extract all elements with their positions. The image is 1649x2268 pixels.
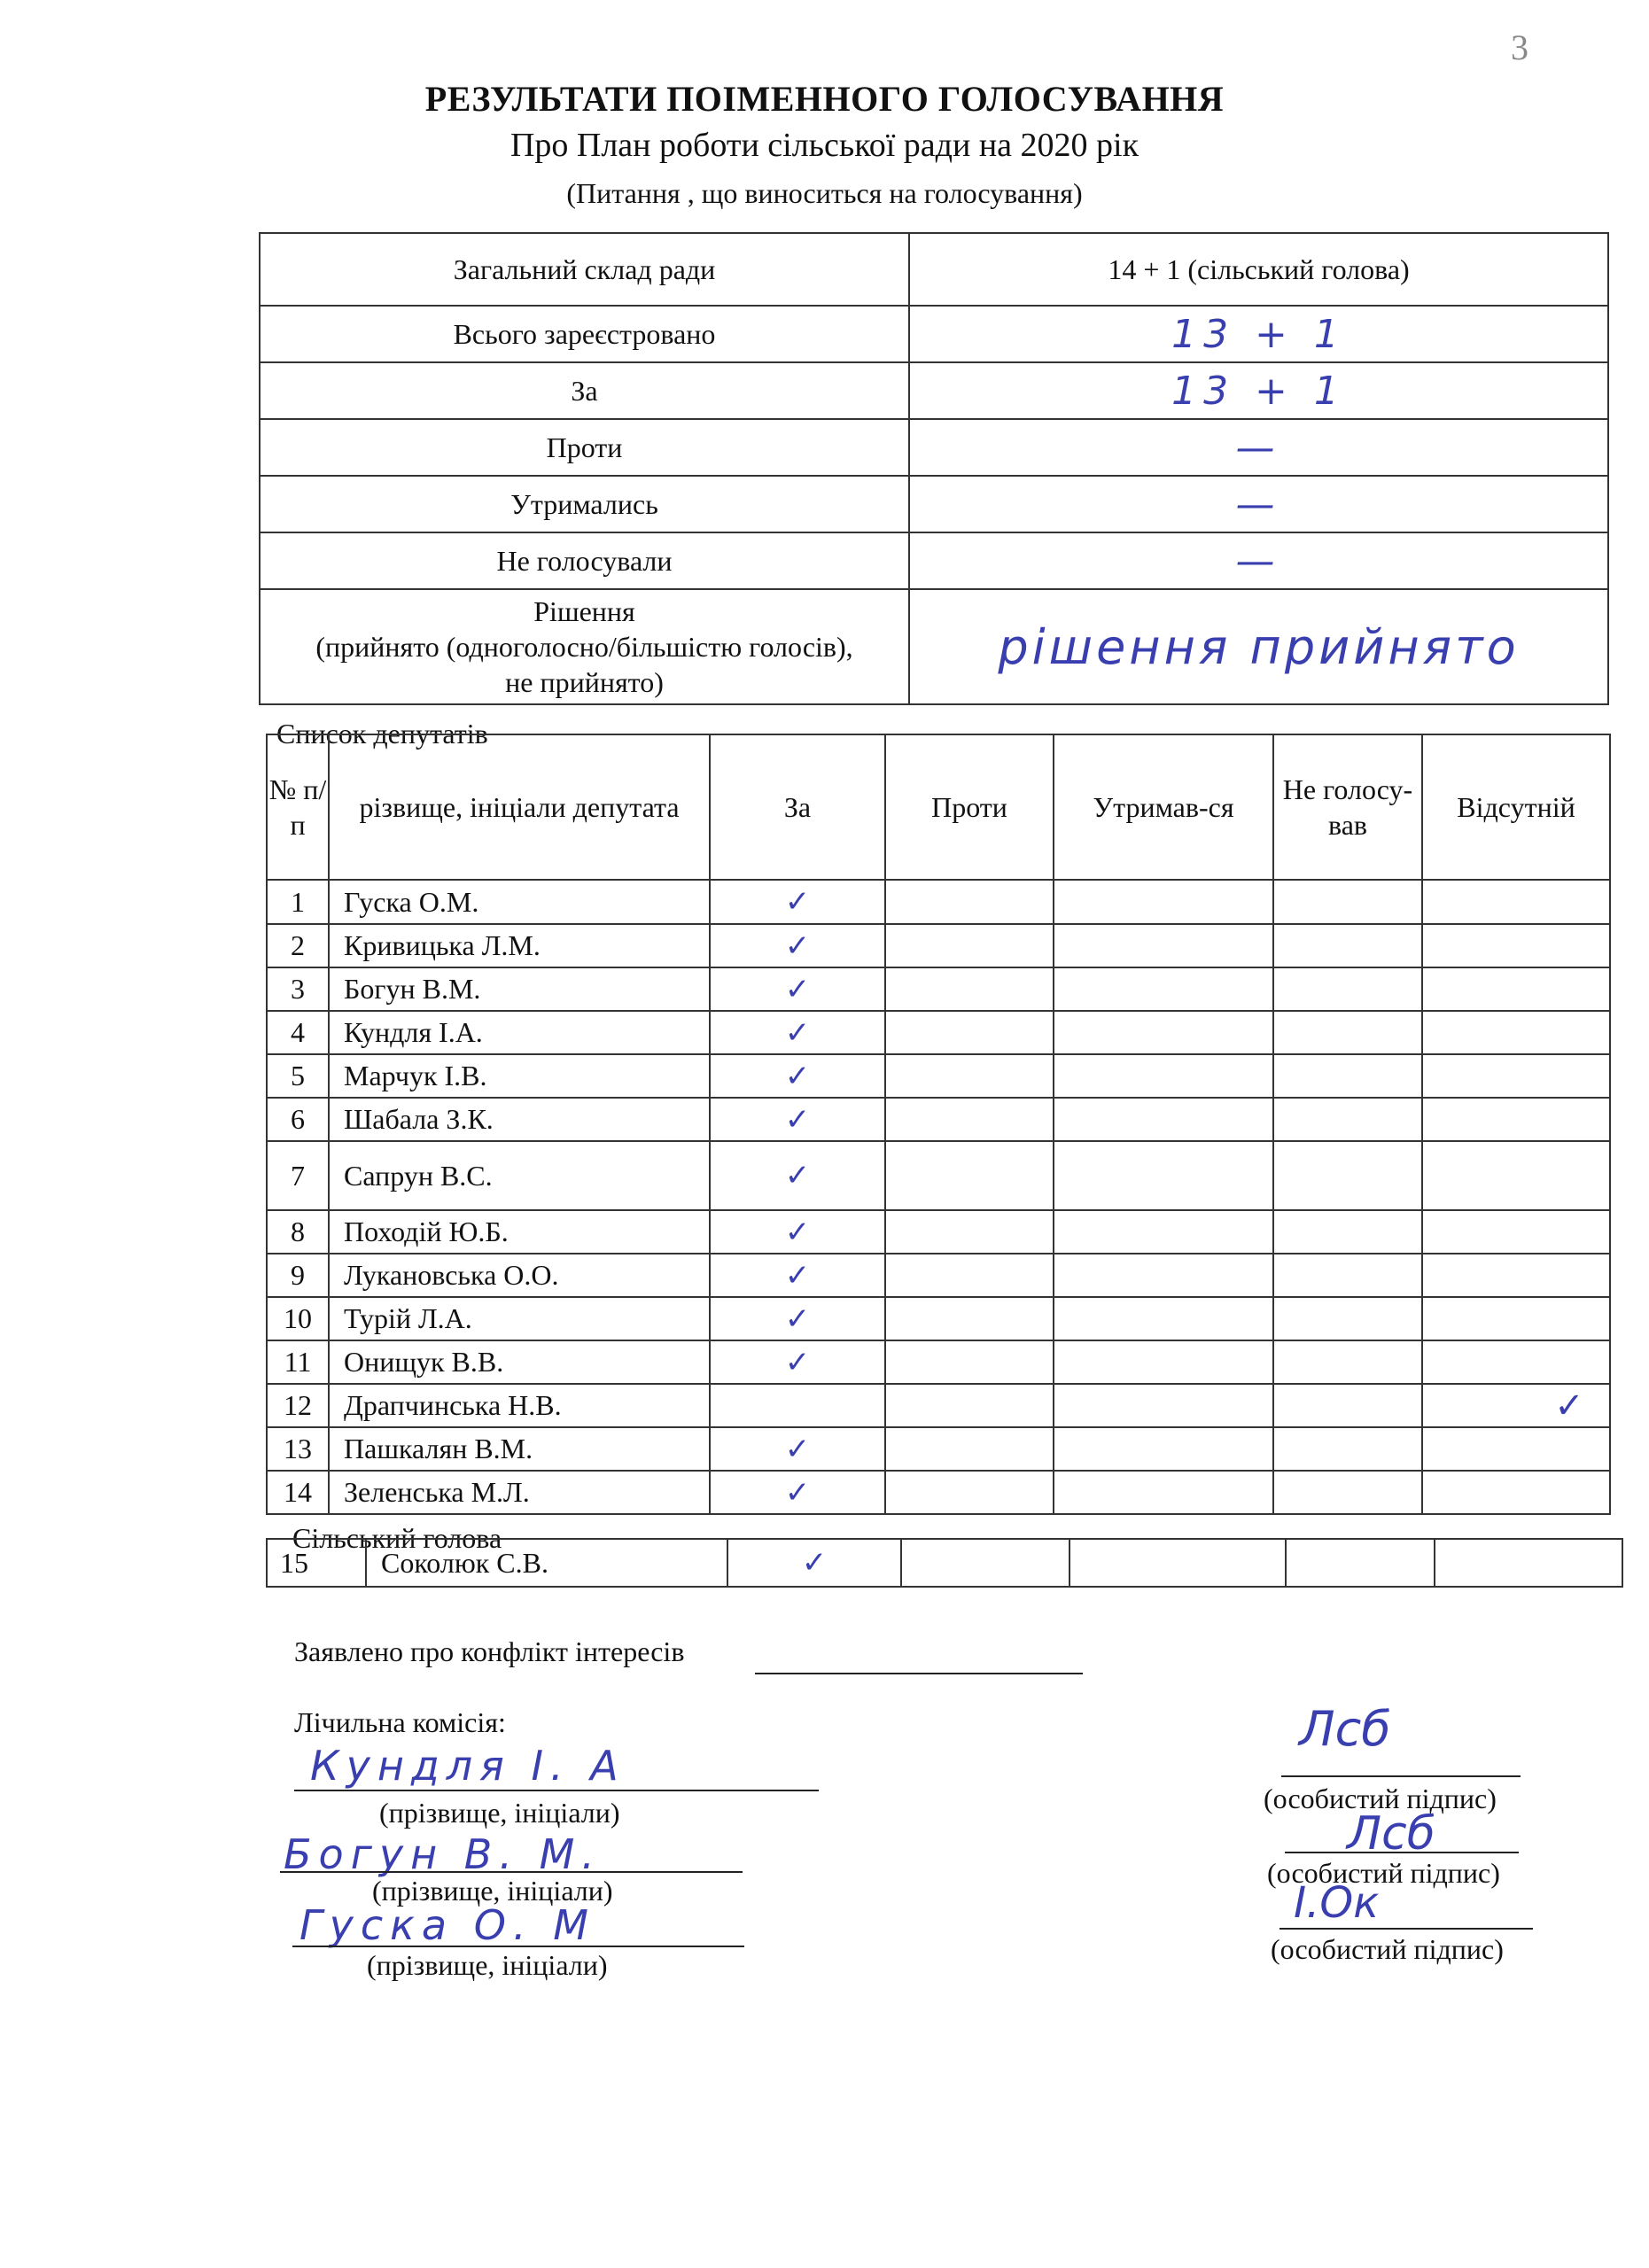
vote-cell-against (885, 1384, 1054, 1427)
vote-cell-absent (1422, 1384, 1610, 1427)
signature-line (1281, 1775, 1521, 1777)
summary-row (260, 233, 1608, 306)
deputy-name: Гуска О.М. (329, 880, 710, 924)
summary-row (260, 532, 1608, 589)
commission-name-line (292, 1946, 744, 1947)
vote-cell-absent (1422, 1297, 1610, 1340)
summary-value (909, 419, 1608, 476)
vote-cell-against (885, 1297, 1054, 1340)
head-name: Соколюк С.В. (366, 1539, 727, 1587)
vote-cell-against (885, 880, 1054, 924)
vote-cell-abstained (1054, 1054, 1273, 1098)
deputy-num: 3 (267, 967, 329, 1011)
deputy-name: Пашкалян В.М. (329, 1427, 710, 1471)
vote-cell-not-voted (1273, 1427, 1422, 1471)
vote-cell-for (710, 1471, 885, 1514)
decision-label-line: (прийнято (одноголосно/більшістю голосів), (315, 631, 853, 663)
vote-cell-not-voted (1273, 1141, 1422, 1210)
header-abstained: Утримав-ся (1054, 734, 1273, 880)
deputy-name: Кривицька Л.М. (329, 924, 710, 967)
head-table (266, 1538, 1623, 1588)
header-name: різвище, ініціали депутата (329, 734, 710, 880)
deputy-num: 4 (267, 1011, 329, 1054)
vote-cell-against (885, 1098, 1054, 1141)
handwritten-decision: рішення прийнято (998, 618, 1520, 675)
vote-cell-not-voted (1273, 880, 1422, 924)
header-for: За (710, 734, 885, 880)
vote-cell-not-voted (1273, 1054, 1422, 1098)
vote-cell-for (710, 1427, 885, 1471)
check-mark-icon: ✓ (784, 1344, 811, 1380)
vote-cell-absent (1422, 924, 1610, 967)
deputy-row (267, 880, 1610, 924)
vote-cell-abstained (1054, 1210, 1273, 1254)
deputy-row (267, 924, 1610, 967)
vote-cell-abstained (1054, 967, 1273, 1011)
deputy-row (267, 1054, 1610, 1098)
vote-cell-against (885, 1054, 1054, 1098)
deputy-name: Сапрун В.С. (329, 1141, 710, 1210)
deputy-num: 12 (267, 1384, 329, 1427)
deputy-name: Онищук В.В. (329, 1340, 710, 1384)
conflict-label: Заявлено про конфлікт інтересів (294, 1635, 685, 1667)
summary-row (260, 476, 1608, 532)
head-against-cell (901, 1539, 1070, 1587)
deputy-num: 14 (267, 1471, 329, 1514)
vote-cell-not-voted (1273, 1254, 1422, 1297)
check-mark-icon: ✓ (784, 1058, 811, 1094)
vote-cell-absent (1422, 1011, 1610, 1054)
deputy-name: Турій Л.А. (329, 1297, 710, 1340)
summary-value: 14 + 1 (сільський голова) (909, 233, 1608, 306)
vote-cell-not-voted (1273, 924, 1422, 967)
commission-caption-3: (прізвище, ініціали) (367, 1949, 608, 1981)
head-absent-cell (1435, 1539, 1622, 1587)
deputy-row (267, 1098, 1610, 1141)
vote-cell-not-voted (1273, 1011, 1422, 1054)
vote-cell-abstained (1054, 1297, 1273, 1340)
summary-label: За (260, 362, 909, 419)
vote-cell-not-voted (1273, 1384, 1422, 1427)
head-abstained-cell (1070, 1539, 1286, 1587)
deputy-num: 2 (267, 924, 329, 967)
summary-label: Загальний склад ради (260, 233, 909, 306)
vote-cell-not-voted (1273, 1210, 1422, 1254)
handwritten-value: — (1235, 424, 1282, 470)
commission-name-2: Богун В. М. (284, 1830, 602, 1878)
signature-caption-3: (особистий підпис) (1271, 1933, 1504, 1965)
check-mark-icon: ✓ (784, 1158, 811, 1193)
deputy-row (267, 1297, 1610, 1340)
handwritten-value: — (1235, 481, 1282, 527)
summary-value (909, 306, 1608, 362)
deputy-row (267, 1254, 1610, 1297)
vote-cell-for (710, 1011, 885, 1054)
deputy-num: 11 (267, 1340, 329, 1384)
deputy-name: Богун В.М. (329, 967, 710, 1011)
vote-cell-not-voted (1273, 1098, 1422, 1141)
head-section-label: Сільський голова (292, 1522, 502, 1554)
check-mark-icon: ✓ (784, 1431, 811, 1467)
vote-cell-abstained (1054, 1098, 1273, 1141)
head-not-voted-cell (1286, 1539, 1435, 1587)
vote-cell-absent (1422, 967, 1610, 1011)
summary-value (909, 476, 1608, 532)
commission-name-1: Кундля І. А (310, 1742, 626, 1790)
check-mark-icon: ✓ (784, 1214, 811, 1250)
vote-cell-against (885, 1471, 1054, 1514)
deputy-row (267, 1427, 1610, 1471)
deputy-row (267, 1471, 1610, 1514)
deputy-row (267, 1340, 1610, 1384)
vote-cell-against (885, 967, 1054, 1011)
check-mark-icon: ✓ (784, 1257, 811, 1293)
commission-caption-1: (прізвище, ініціали) (379, 1797, 620, 1829)
vote-cell-absent (1422, 1471, 1610, 1514)
vote-cell-absent (1422, 1210, 1610, 1254)
vote-cell-for (710, 1054, 885, 1098)
vote-cell-absent (1422, 1054, 1610, 1098)
vote-cell-for (710, 924, 885, 967)
decision-label-line: не прийнято) (505, 666, 664, 698)
vote-cell-abstained (1054, 1141, 1273, 1210)
vote-cell-for (710, 967, 885, 1011)
vote-cell-absent (1422, 880, 1610, 924)
vote-cell-against (885, 1141, 1054, 1210)
vote-cell-abstained (1054, 1384, 1273, 1427)
deputies-body (267, 880, 1610, 1514)
deputy-row (267, 967, 1610, 1011)
check-mark-icon: ✓ (784, 971, 811, 1007)
decision-label-line: Рішення (533, 595, 635, 627)
deputy-name: Лукановська О.О. (329, 1254, 710, 1297)
header-against: Проти (885, 734, 1054, 880)
vote-cell-absent (1422, 1340, 1610, 1384)
vote-cell-not-voted (1273, 1340, 1422, 1384)
vote-cell-for (710, 1384, 885, 1427)
deputy-num: 8 (267, 1210, 329, 1254)
vote-cell-not-voted (1273, 967, 1422, 1011)
vote-cell-abstained (1054, 924, 1273, 967)
deputy-name: Походій Ю.Б. (329, 1210, 710, 1254)
vote-cell-against (885, 1254, 1054, 1297)
check-mark-icon: ✓ (784, 1101, 811, 1138)
summary-row (260, 419, 1608, 476)
summary-value (909, 532, 1608, 589)
vote-cell-absent (1422, 1254, 1610, 1297)
commission-name-3: Гуска О. М (299, 1901, 595, 1949)
signature-caption-1: (особистий підпис) (1264, 1783, 1497, 1814)
header-absent: Відсутній (1422, 734, 1610, 880)
deputy-name: Драпчинська Н.В. (329, 1384, 710, 1427)
head-row (267, 1539, 1622, 1587)
deputy-num: 13 (267, 1427, 329, 1471)
vote-cell-abstained (1054, 1011, 1273, 1054)
vote-cell-for (710, 1098, 885, 1141)
decision-value (909, 589, 1608, 704)
vote-cell-for (710, 880, 885, 924)
summary-table (259, 232, 1609, 705)
deputy-row (267, 1141, 1610, 1210)
header-num: № п/п (267, 734, 329, 880)
vote-cell-for (710, 1141, 885, 1210)
check-mark-icon: ✓ (784, 928, 811, 964)
commission-caption-2: (прізвище, ініціали) (372, 1875, 613, 1907)
deputy-row (267, 1210, 1610, 1254)
page-number: 3 (1511, 27, 1528, 67)
vote-cell-against (885, 924, 1054, 967)
summary-row (260, 362, 1608, 419)
signature-line (1280, 1928, 1533, 1930)
handwritten-value: 13 + 1 (1171, 368, 1346, 414)
deputy-row (267, 1011, 1610, 1054)
vote-cell-absent (1422, 1098, 1610, 1141)
header-not-voted: Не голосу-вав (1273, 734, 1422, 880)
decision-label (260, 589, 909, 704)
signature-icon: І.Ок (1294, 1878, 1380, 1928)
vote-cell-abstained (1054, 1254, 1273, 1297)
signature-icon: Лсб (1299, 1701, 1391, 1757)
vote-cell-abstained (1054, 1340, 1273, 1384)
deputies-section-label: Список депутатів (276, 718, 488, 750)
vote-cell-for (710, 1340, 885, 1384)
vote-cell-against (885, 1011, 1054, 1054)
summary-label: Всього зареєстровано (260, 306, 909, 362)
summary-label: Проти (260, 419, 909, 476)
check-mark-icon: ✓ (784, 1474, 811, 1511)
check-mark-icon: ✓ (1554, 1385, 1584, 1426)
deputy-row (267, 1384, 1610, 1427)
deputy-num: 1 (267, 880, 329, 924)
deputy-num: 6 (267, 1098, 329, 1141)
summary-value (909, 362, 1608, 419)
commission-name-line (280, 1871, 743, 1873)
signature-line (1285, 1852, 1519, 1853)
vote-cell-for (710, 1254, 885, 1297)
vote-cell-not-voted (1273, 1471, 1422, 1514)
handwritten-value: 13 + 1 (1171, 311, 1346, 357)
document-caption: (Питання , що виноситься на голосування) (566, 177, 1083, 209)
signature-icon: Лсб (1347, 1807, 1435, 1860)
summary-label: Не голосували (260, 532, 909, 589)
vote-cell-abstained (1054, 1471, 1273, 1514)
summary-decision-row (260, 589, 1608, 704)
deputy-num: 10 (267, 1297, 329, 1340)
deputies-header-row (267, 734, 1610, 880)
commission-label: Лічильна комісія: (294, 1706, 506, 1738)
deputy-name: Шабала З.К. (329, 1098, 710, 1141)
deputy-num: 5 (267, 1054, 329, 1098)
vote-cell-absent (1422, 1427, 1610, 1471)
vote-cell-abstained (1054, 1427, 1273, 1471)
check-mark-icon: ✓ (784, 1301, 811, 1337)
deputy-num: 7 (267, 1141, 329, 1210)
vote-cell-for (710, 1210, 885, 1254)
deputy-name: Марчук І.В. (329, 1054, 710, 1098)
vote-cell-against (885, 1210, 1054, 1254)
vote-cell-absent (1422, 1141, 1610, 1210)
check-mark-icon: ✓ (784, 884, 811, 920)
check-mark-icon: ✓ (801, 1545, 828, 1581)
summary-label: Утримались (260, 476, 909, 532)
commission-name-line (294, 1790, 819, 1791)
vote-cell-for (710, 1297, 885, 1340)
deputies-table (266, 734, 1611, 1515)
signature-caption-2: (особистий підпис) (1267, 1857, 1500, 1889)
conflict-line (755, 1673, 1083, 1674)
vote-cell-abstained (1054, 880, 1273, 924)
deputy-name: Зеленська М.Л. (329, 1471, 710, 1514)
head-num: 15 (267, 1539, 366, 1587)
deputy-name: Кундля І.А. (329, 1011, 710, 1054)
vote-cell-against (885, 1427, 1054, 1471)
deputy-num: 9 (267, 1254, 329, 1297)
vote-cell-against (885, 1340, 1054, 1384)
vote-cell-not-voted (1273, 1297, 1422, 1340)
head-for-cell (727, 1539, 901, 1587)
document-subtitle: Про План роботи сільської ради на 2020 рік (509, 127, 1140, 164)
handwritten-value: — (1235, 538, 1282, 584)
check-mark-icon: ✓ (784, 1014, 811, 1051)
document-title: РЕЗУЛЬТАТИ ПОІМЕННОГО ГОЛОСУВАННЯ (424, 79, 1225, 119)
summary-row (260, 306, 1608, 362)
